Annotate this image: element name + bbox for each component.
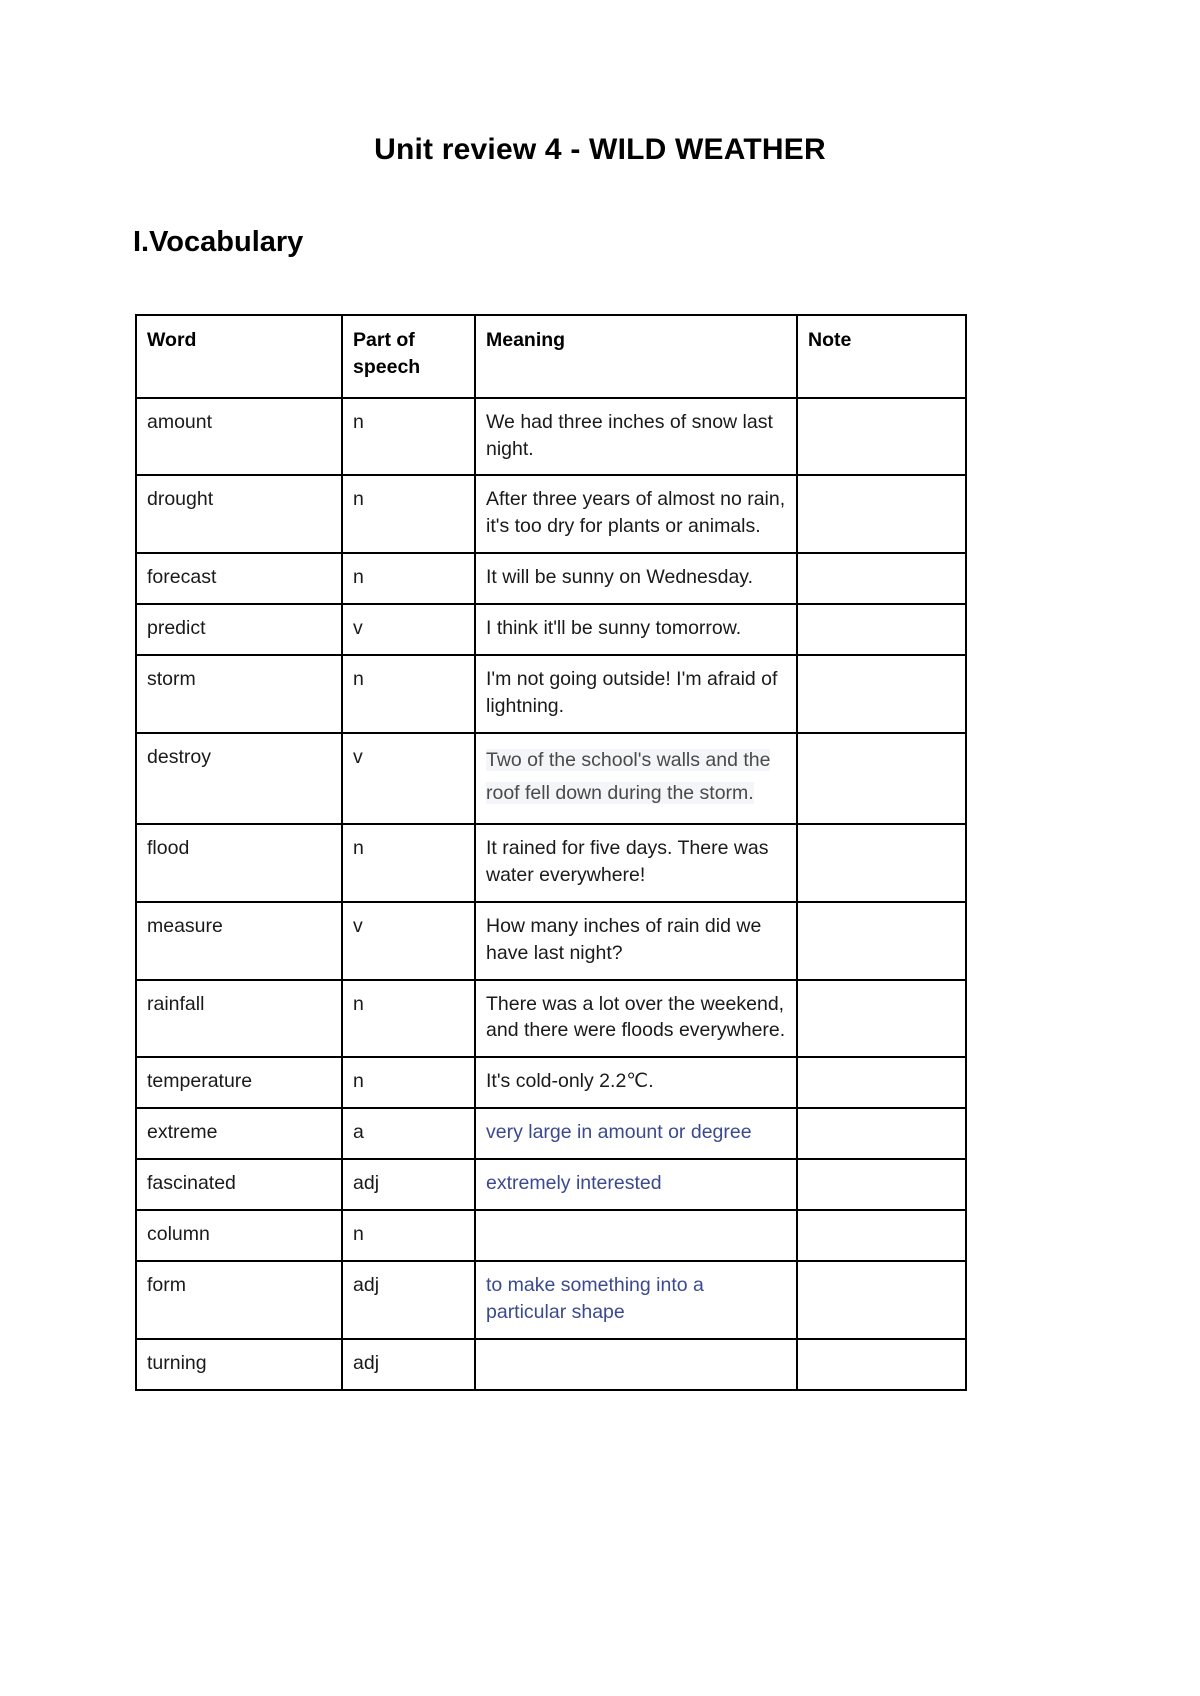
cell-word: turning — [136, 1339, 342, 1390]
cell-note — [797, 1261, 966, 1339]
cell-part-of-speech: n — [342, 980, 475, 1058]
table-row — [136, 475, 966, 553]
table-row — [136, 824, 966, 902]
cell-meaning: There was a lot over the weekend, and there were floods everywhere. — [475, 980, 797, 1058]
cell-note — [797, 1210, 966, 1261]
table-row — [136, 1108, 966, 1159]
table-row — [136, 398, 966, 476]
section-heading-vocabulary: I.Vocabulary — [133, 226, 304, 258]
column-header-meaning: Meaning — [475, 315, 797, 398]
cell-word: drought — [136, 475, 342, 553]
cell-note — [797, 1339, 966, 1390]
vocabulary-table-container — [0, 260, 1200, 1391]
table-row — [136, 553, 966, 604]
table-row — [136, 1057, 966, 1108]
cell-note — [797, 1108, 966, 1159]
cell-meaning: I think it'll be sunny tomorrow. — [475, 604, 797, 655]
cell-part-of-speech: n — [342, 655, 475, 733]
cell-note — [797, 553, 966, 604]
cell-note — [797, 902, 966, 980]
cell-meaning — [475, 1210, 797, 1261]
cell-word: amount — [136, 398, 342, 476]
table-row — [136, 655, 966, 733]
cell-word: temperature — [136, 1057, 342, 1108]
table-row — [136, 1210, 966, 1261]
vocabulary-table — [135, 314, 967, 1391]
cell-meaning: It's cold-only 2.2℃. — [475, 1057, 797, 1108]
cell-meaning: We had three inches of snow last night. — [475, 398, 797, 476]
table-row — [136, 604, 966, 655]
cell-word: storm — [136, 655, 342, 733]
cell-note — [797, 604, 966, 655]
table-row — [136, 902, 966, 980]
cell-part-of-speech: n — [342, 824, 475, 902]
cell-meaning — [475, 1159, 797, 1210]
cell-note — [797, 655, 966, 733]
column-header-note: Note — [797, 315, 966, 398]
cell-part-of-speech: adj — [342, 1339, 475, 1390]
cell-part-of-speech: n — [342, 398, 475, 476]
meaning-text-highlight-blue: extremely interested — [486, 1172, 662, 1195]
cell-note — [797, 398, 966, 476]
cell-note — [797, 980, 966, 1058]
cell-part-of-speech: v — [342, 604, 475, 655]
cell-word: extreme — [136, 1108, 342, 1159]
page-title: Unit review 4 - WILD WEATHER — [374, 133, 826, 166]
cell-note — [797, 1057, 966, 1108]
meaning-text-highlight-blue: to make something into a particular shape — [486, 1273, 704, 1323]
column-header-part-of-speech-line1: Part of — [353, 328, 415, 351]
cell-word: predict — [136, 604, 342, 655]
cell-meaning — [475, 1108, 797, 1159]
cell-part-of-speech: n — [342, 553, 475, 604]
column-header-part-of-speech — [342, 315, 475, 398]
cell-note — [797, 1159, 966, 1210]
vocabulary-table-body — [136, 398, 966, 1390]
cell-word: form — [136, 1261, 342, 1339]
cell-word: measure — [136, 902, 342, 980]
table-row — [136, 733, 966, 824]
meaning-text-highlight-gray: Two of the school's walls and the roof fell down during the storm. — [486, 748, 771, 805]
cell-part-of-speech: n — [342, 1210, 475, 1261]
cell-part-of-speech: a — [342, 1108, 475, 1159]
column-header-word: Word — [136, 315, 342, 398]
cell-part-of-speech: adj — [342, 1159, 475, 1210]
cell-meaning: After three years of almost no rain, it's too dry for plants or animals. — [475, 475, 797, 553]
cell-word: flood — [136, 824, 342, 902]
cell-meaning: It rained for five days. There was water everywhere! — [475, 824, 797, 902]
cell-part-of-speech: v — [342, 902, 475, 980]
cell-word: forecast — [136, 553, 342, 604]
cell-note — [797, 824, 966, 902]
cell-word: rainfall — [136, 980, 342, 1058]
table-row — [136, 980, 966, 1058]
cell-meaning: How many inches of rain did we have last night? — [475, 902, 797, 980]
column-header-part-of-speech-line2: speech — [353, 355, 421, 378]
cell-note — [797, 733, 966, 824]
cell-meaning: I'm not going outside! I'm afraid of lightning. — [475, 655, 797, 733]
table-row — [136, 1261, 966, 1339]
cell-meaning: It will be sunny on Wednesday. — [475, 553, 797, 604]
meaning-text-highlight-blue: very large in amount or degree — [486, 1121, 752, 1144]
cell-part-of-speech: v — [342, 733, 475, 824]
table-header-row — [136, 315, 966, 398]
cell-meaning — [475, 1261, 797, 1339]
cell-part-of-speech: n — [342, 1057, 475, 1108]
cell-part-of-speech: adj — [342, 1261, 475, 1339]
table-row — [136, 1159, 966, 1210]
table-row — [136, 1339, 966, 1390]
cell-meaning — [475, 1339, 797, 1390]
cell-meaning — [475, 733, 797, 824]
cell-part-of-speech: n — [342, 475, 475, 553]
cell-word: fascinated — [136, 1159, 342, 1210]
cell-note — [797, 475, 966, 553]
cell-word: destroy — [136, 733, 342, 824]
cell-word: column — [136, 1210, 342, 1261]
